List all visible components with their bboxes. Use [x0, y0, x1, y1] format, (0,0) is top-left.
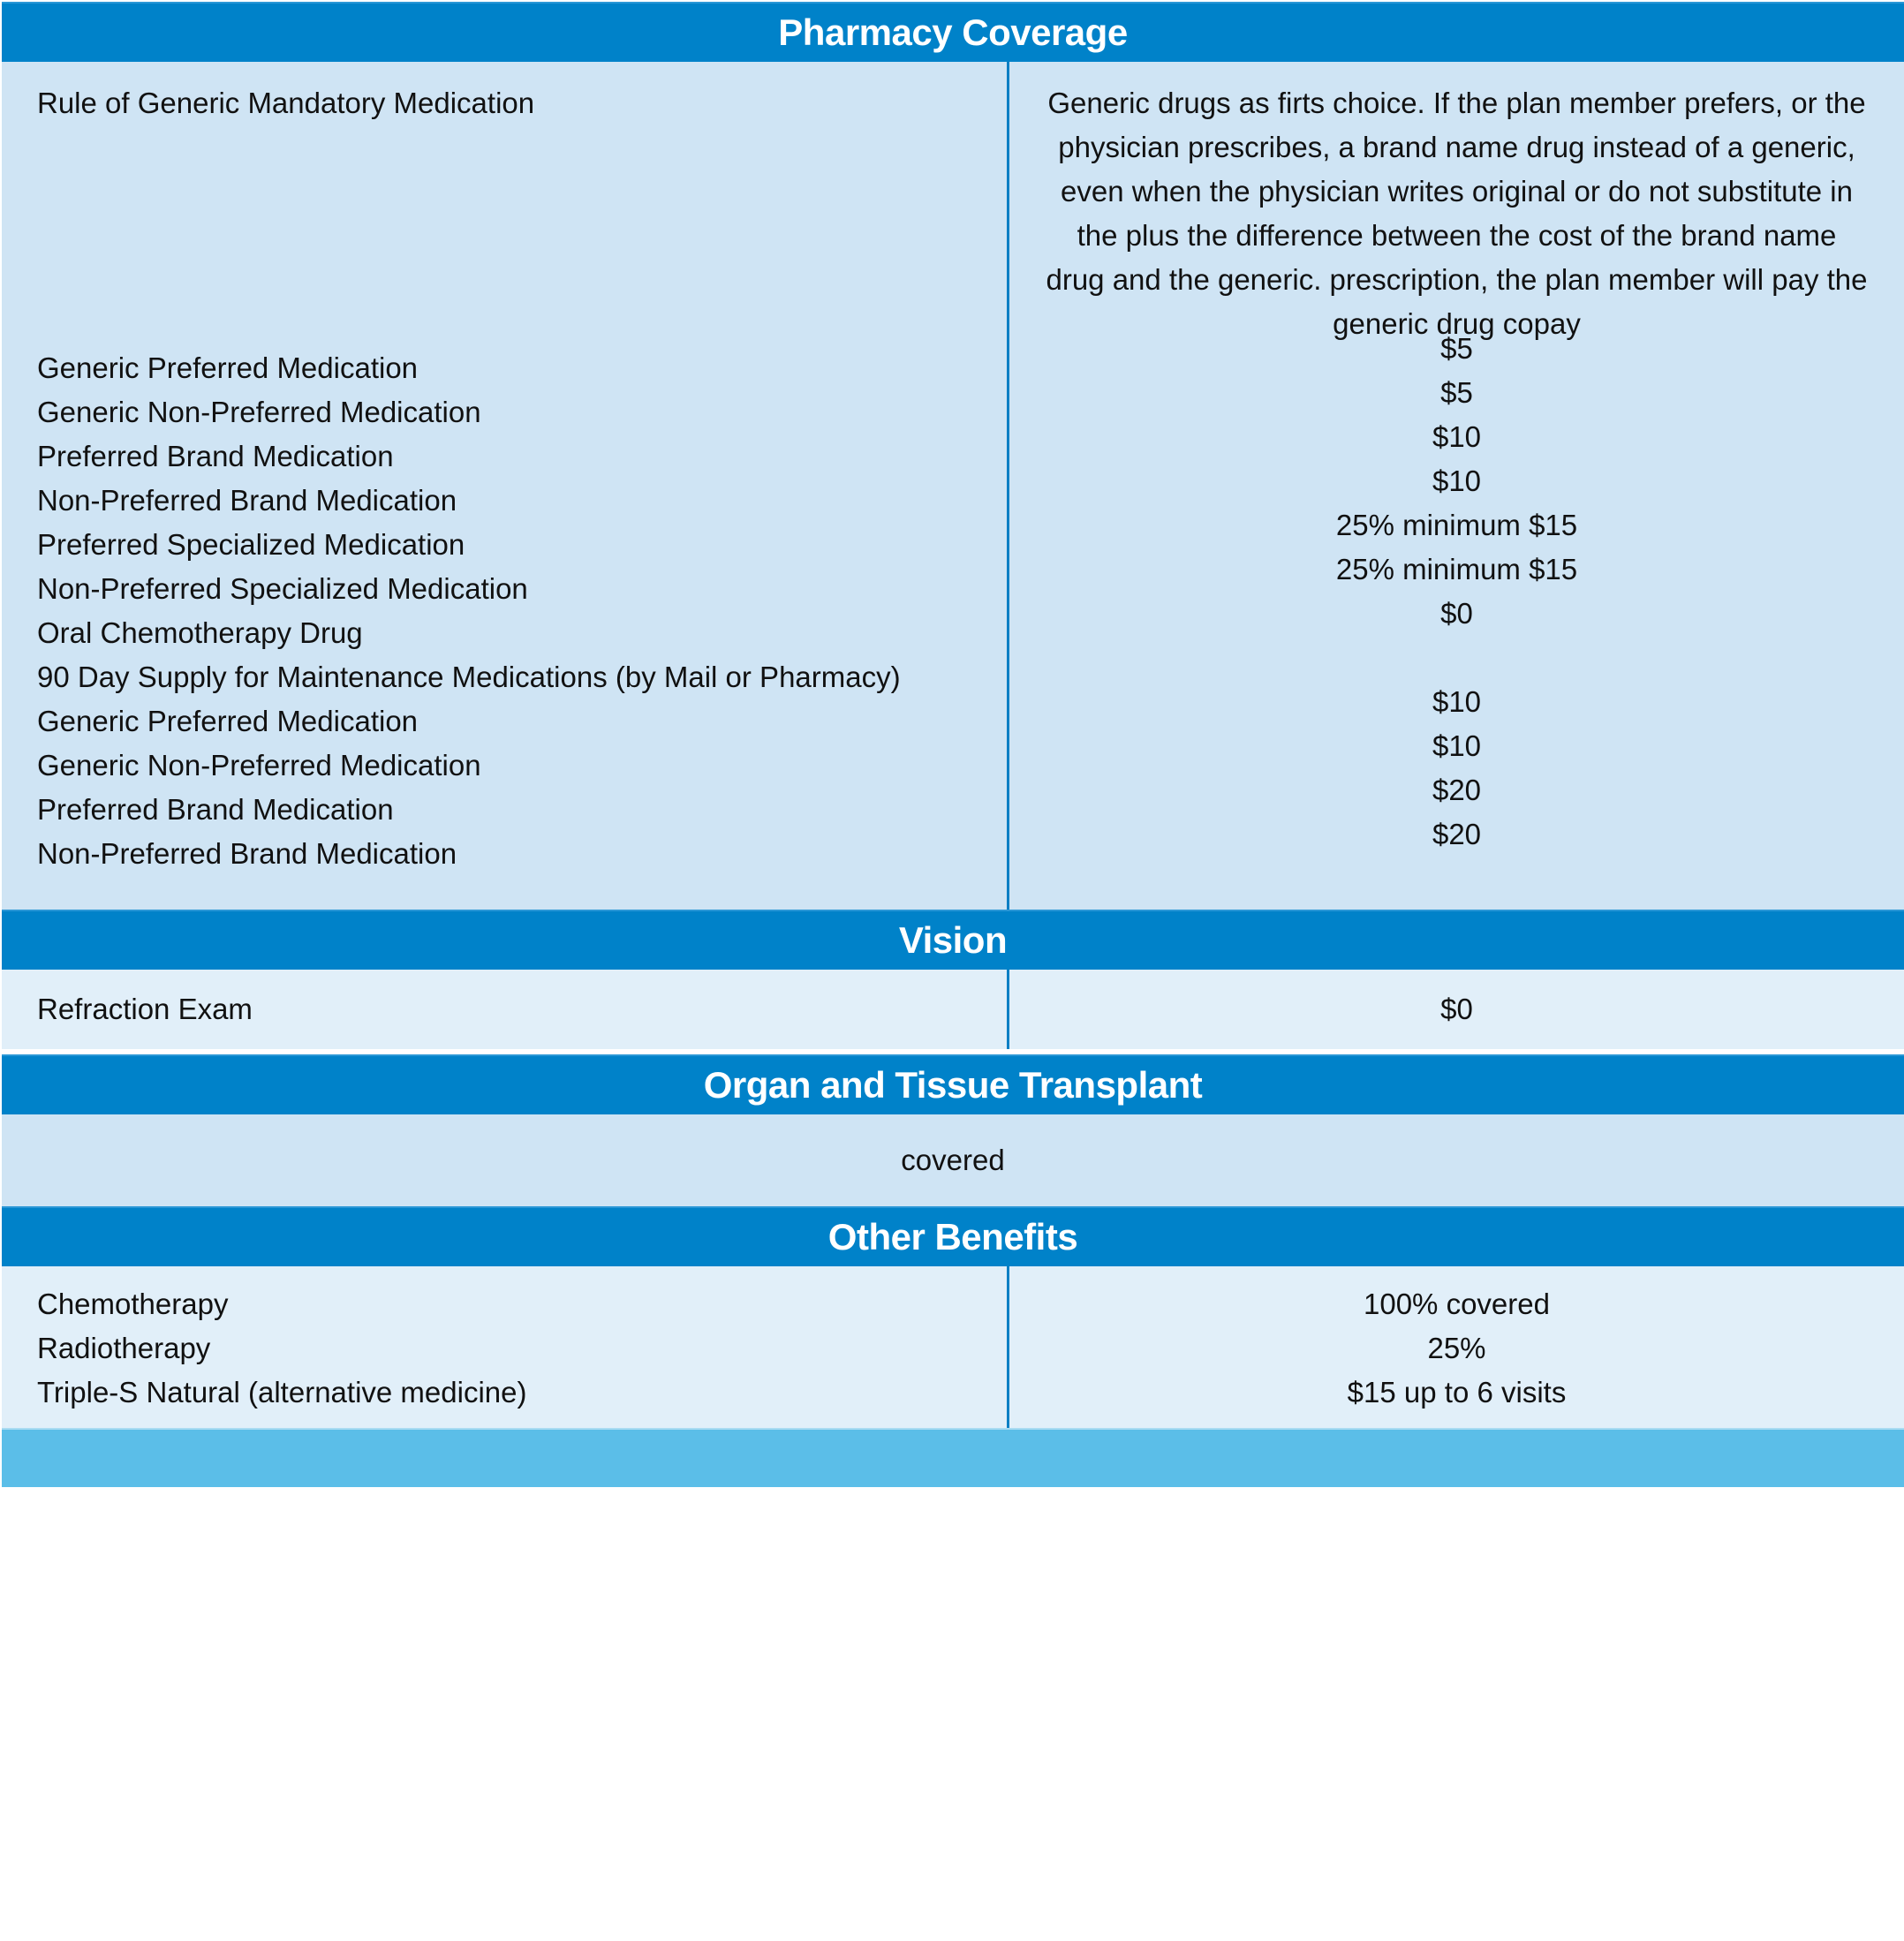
other-benefits-body: [2, 1266, 1904, 1428]
table-row-value: $0: [1440, 597, 1473, 630]
table-row-value: 25% minimum $15: [1335, 509, 1578, 541]
pharmacy-coverage-header: Pharmacy Coverage: [2, 2, 1904, 62]
table-row-label: Preferred Brand Medication: [37, 440, 394, 472]
table-row-value: $15 up to 6 visits: [1347, 1376, 1567, 1409]
organ-transplant-value: covered: [901, 1144, 1005, 1176]
table-row-label: Radiotherapy: [37, 1332, 211, 1364]
table-row-label: Preferred Specialized Medication: [37, 528, 465, 561]
table-row-label: Generic Preferred Medication: [37, 351, 419, 384]
table-row-label: Non-Preferred Brand Medication: [37, 837, 457, 870]
other-benefits-header: Other Benefits: [2, 1206, 1904, 1266]
benefits-table: [2, 2, 1904, 1487]
footer-band: [2, 1428, 1904, 1487]
table-row-value: [1009, 636, 1904, 680]
pharmacy-coverage-body: [2, 62, 1904, 910]
vision-header: Vision: [2, 910, 1904, 970]
rule-label: Rule of Generic Mandatory Medication: [37, 87, 535, 119]
table-row-value: $10: [1432, 464, 1482, 497]
vision-values-column: [1009, 970, 1904, 1049]
table-row-label: Preferred Brand Medication: [37, 793, 394, 826]
table-row-value: $20: [1432, 818, 1482, 850]
other-values-column: [1009, 1266, 1904, 1428]
table-row-label: Triple-S Natural (alternative medicine): [37, 1376, 527, 1409]
table-row-value: $10: [1432, 420, 1482, 453]
table-row-value: 25%: [1427, 1332, 1486, 1364]
table-row-label: Refraction Exam: [37, 993, 253, 1025]
table-row-label: 90 Day Supply for Maintenance Medications (by Mail or Pharmacy): [37, 661, 901, 693]
table-row-label: Generic Non-Preferred Medication: [37, 396, 481, 428]
other-labels-column: [2, 1266, 1007, 1428]
table-row-label: Oral Chemotherapy Drug: [37, 616, 363, 649]
organ-transplant-header: Organ and Tissue Transplant: [2, 1054, 1904, 1114]
table-row-label: Non-Preferred Specialized Medication: [37, 572, 528, 605]
table-row-value: $20: [1432, 774, 1482, 806]
rule-description: Generic drugs as firts choice. If the plan member prefers, or the physician prescribes, a brand name drug instead of a generic, even when the physician writes original or do not substitute in the plus the difference between the cost of the brand name drug and the generic. prescription, the plan member will pay the generic drug copay: [1046, 87, 1868, 340]
table-row-value: 25% minimum $15: [1335, 553, 1578, 585]
table-row-value: 100% covered: [1364, 1288, 1550, 1320]
pharmacy-values-column: [1009, 62, 1904, 910]
table-row-value: $10: [1432, 685, 1482, 718]
pharmacy-labels-column: [2, 62, 1007, 910]
vision-labels-column: [2, 970, 1007, 1049]
table-row-value: $5: [1440, 332, 1473, 365]
table-row-value: $10: [1432, 729, 1482, 762]
table-row-value: $5: [1440, 376, 1473, 409]
table-row-label: Non-Preferred Brand Medication: [37, 484, 457, 517]
table-row-label: Generic Preferred Medication: [37, 705, 419, 737]
vision-body: [2, 970, 1904, 1049]
organ-transplant-body: [2, 1114, 1904, 1206]
table-row-label: Chemotherapy: [37, 1288, 229, 1320]
table-row-value: $0: [1440, 993, 1473, 1025]
table-row-label: Generic Non-Preferred Medication: [37, 749, 481, 782]
